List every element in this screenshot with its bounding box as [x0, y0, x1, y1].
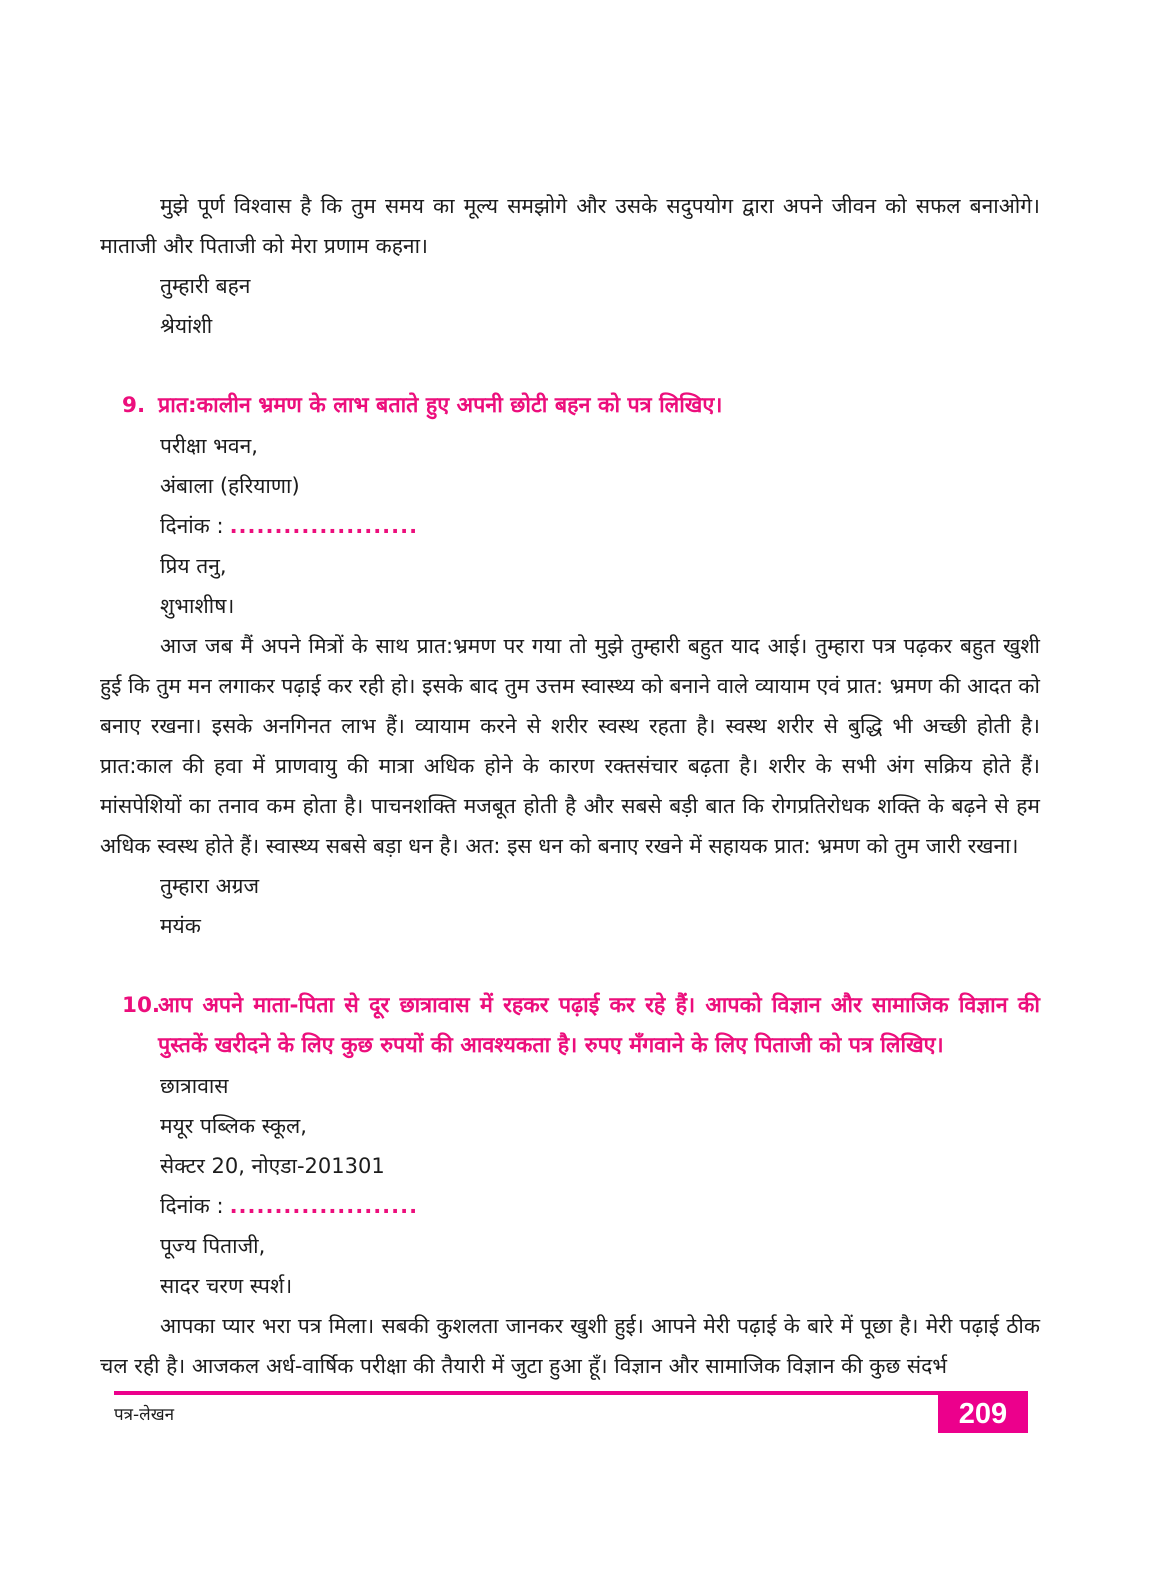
question-9-number: 9.: [122, 393, 146, 418]
letter9-date-line: [100, 506, 1040, 546]
question-10-title: आप अपने माता-पिता से दूर छात्रावास में रहकर पढ़ाई कर रहे हैं। आपको विज्ञान और सामाजिक विज्ञान की पुस्तकें खरीदने के लिए कुछ रुपयों की आवश्यकता है। रुपए मँगवाने के लिए पिताजी को पत्र लिखिए।: [158, 993, 1040, 1058]
letter9-salutation: प्रिय तनु,: [160, 554, 227, 578]
letter9-signoff-relation: तुम्हारा अग्रज: [160, 874, 260, 898]
previous-letter-signoff-name: श्रेयांशी: [160, 314, 213, 338]
letter10-date-dotted-blank: .....................: [229, 1194, 419, 1218]
page-footer: [114, 1391, 1028, 1430]
question-9-heading: [100, 386, 1040, 426]
letter9-date-dotted-blank: .....................: [229, 514, 419, 538]
letter10-blessing: सादर चरण स्पर्श।: [160, 1274, 293, 1298]
question-10-heading: [100, 986, 1040, 1066]
previous-letter-closing-paragraph: मुझे पूर्ण विश्वास है कि तुम समय का मूल्य समझोगे और उसके सदुपयोग द्वारा अपने जीवन को सफल बनाओगे। माताजी और पिताजी को मेरा प्रणाम कहना।: [100, 194, 1040, 258]
letter9-body-paragraph: आज जब मैं अपने मित्रों के साथ प्रात:भ्रमण पर गया तो मुझे तुम्हारी बहुत याद आई। तुम्हारा पत्र पढ़कर बहुत खुशी हुई कि तुम मन लगाकर पढ़ाई कर रही हो। इसके बाद तुम उत्तम स्वास्थ्य को बनाने वाले व्यायाम एवं प्रात: भ्रमण की आदत को बनाए रखना। इसके अनगिनत लाभ हैं। व्यायाम करने से शरीर स्वस्थ रहता है। स्वस्थ शरीर से बुद्धि भी अच्छी होती है। प्रात:काल की हवा में प्राणवायु की मात्रा अधिक होने के कारण रक्तसंचार बढ़ता है। शरीर के सभी अंग सक्रिय होते हैं। मांसपेशियों का तनाव कम होता है। पाचनशक्ति मजबूत होती है और सबसे बड़ी बात कि रोगप्रतिरोधक शक्ति के बढ़ने से हम अधिक स्वस्थ होते हैं। स्वास्थ्य सबसे बड़ा धन है। अत: इस धन को बनाए रखने में सहायक प्रात: भ्रमण को तुम जारी रखना।: [100, 634, 1040, 858]
letter10-salutation: पूज्य पिताजी,: [160, 1234, 266, 1258]
question-9-title: प्रात:कालीन भ्रमण के लाभ बताते हुए अपनी छोटी बहन को पत्र लिखिए।: [158, 393, 723, 418]
footer-section-label: पत्र-लेखन: [114, 1405, 175, 1425]
page-number-badge: 209: [938, 1395, 1028, 1433]
letter9-signoff-name: मयंक: [160, 914, 201, 938]
letter9-blessing: शुभाशीष।: [160, 594, 235, 618]
letter10-sender-line-1: छात्रावास: [160, 1074, 229, 1098]
letter10-sender-line-2: मयूर पब्लिक स्कूल,: [160, 1114, 307, 1138]
letter10-date-label: दिनांक :: [160, 1194, 224, 1218]
letter9-date-label: दिनांक :: [160, 514, 224, 538]
letter9-sender-line-2: अंबाला (हरियाणा): [160, 474, 300, 498]
previous-letter-signoff-relation: तुम्हारी बहन: [160, 274, 251, 298]
letter10-date-line: [100, 1186, 1040, 1226]
letter9-sender-line-1: परीक्षा भवन,: [160, 434, 258, 458]
question-10-number: 10.: [122, 993, 161, 1018]
footer-rule: [114, 1391, 1028, 1395]
letter10-body-paragraph: आपका प्यार भरा पत्र मिला। सबकी कुशलता जानकर खुशी हुई। आपने मेरी पढ़ाई के बारे में पूछा है। मेरी पढ़ाई ठीक चल रही है। आजकल अर्ध-वार्षिक परीक्षा की तैयारी में जुटा हुआ हूँ। विज्ञान और सामाजिक विज्ञान की कुछ संदर्भ: [100, 1314, 1040, 1378]
letter10-sender-line-3: सेक्टर 20, नोएडा-201301: [160, 1154, 385, 1178]
